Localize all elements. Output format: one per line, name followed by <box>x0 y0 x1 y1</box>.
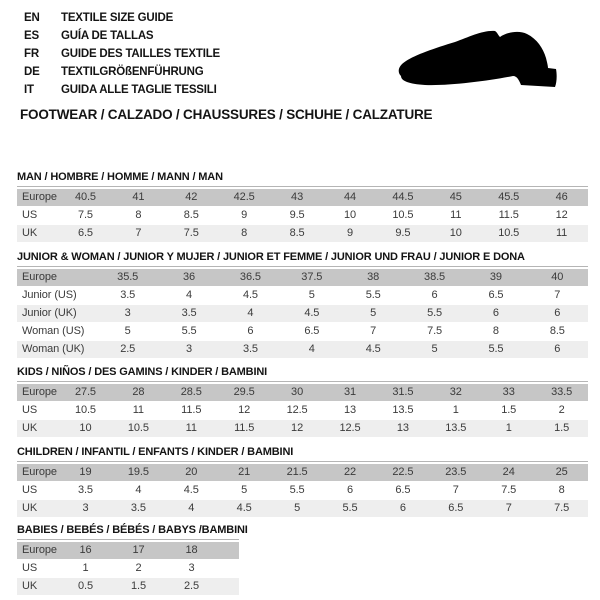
language-row <box>24 63 220 81</box>
size-cell: 1.5 <box>501 404 517 416</box>
size-cell: 9 <box>346 227 353 239</box>
size-cell: 5.5 <box>289 484 305 496</box>
size-cell: 3.5 <box>242 343 258 355</box>
size-cell: 16 <box>79 544 92 556</box>
size-cell: 1 <box>505 422 512 434</box>
size-cell: 2.5 <box>120 343 136 355</box>
row-label: UK <box>22 227 38 239</box>
section-man <box>17 171 588 243</box>
size-cell: 10 <box>79 422 92 434</box>
size-cell: 8.5 <box>183 209 199 221</box>
table-row <box>17 207 588 224</box>
size-table-children <box>17 461 588 517</box>
category-title: FOOTWEAR / CALZADO / CHAUSSURES / SCHUHE / CALZATURE <box>20 107 433 122</box>
size-cell: 10 <box>343 209 356 221</box>
size-cell: 9 <box>241 209 248 221</box>
size-cell: 40.5 <box>74 191 96 203</box>
language-code: ES <box>24 30 39 42</box>
size-cell: 4.5 <box>236 502 252 514</box>
size-cell: 27.5 <box>74 386 96 398</box>
size-cell: 5.5 <box>427 307 443 319</box>
size-cell: 19.5 <box>127 466 149 478</box>
size-table-man <box>17 186 588 242</box>
section-babies <box>17 524 248 596</box>
language-code: IT <box>24 84 34 96</box>
table-row <box>17 384 588 401</box>
size-cell: 8 <box>135 209 142 221</box>
size-cell: 19 <box>79 466 92 478</box>
row-label: UK <box>22 502 38 514</box>
size-cell: 46 <box>555 191 568 203</box>
row-label: Junior (UK) <box>22 307 77 319</box>
row-label: Europe <box>22 466 57 478</box>
size-cell: 5 <box>294 502 301 514</box>
size-cell: 8 <box>241 227 248 239</box>
filler-cell <box>218 578 239 595</box>
size-cell: 2.5 <box>184 580 199 592</box>
size-cell: 30 <box>291 386 304 398</box>
table-row <box>17 542 239 559</box>
size-cell: 6 <box>346 484 353 496</box>
size-cell: 43 <box>291 191 304 203</box>
size-cell: 6 <box>399 502 406 514</box>
size-cell: 6 <box>554 343 561 355</box>
size-cell: 12.5 <box>286 404 308 416</box>
size-cell: 36.5 <box>239 271 261 283</box>
row-label: Europe <box>22 271 57 283</box>
size-cell: 4.5 <box>242 289 258 301</box>
row-label: Woman (UK) <box>22 343 85 355</box>
size-cell: 8 <box>492 325 499 337</box>
size-cell: 13.5 <box>392 404 414 416</box>
section-children <box>17 446 588 518</box>
size-cell: 3.5 <box>181 307 197 319</box>
section-title: JUNIOR & WOMAN / JUNIOR Y MUJER / JUNIOR ET FEMME / JUNIOR UND FRAU / JUNIOR E DONA <box>17 251 525 263</box>
table-row <box>17 287 588 304</box>
size-cell: 2 <box>558 404 565 416</box>
size-cell: 5.5 <box>488 343 504 355</box>
row-label: UK <box>22 422 38 434</box>
size-table-kids <box>17 381 588 437</box>
size-cell: 28.5 <box>180 386 202 398</box>
table-row <box>17 560 239 577</box>
size-cell: 3 <box>82 502 89 514</box>
table-row <box>17 482 588 499</box>
size-cell: 1 <box>452 404 459 416</box>
size-cell: 6.5 <box>304 325 320 337</box>
size-cell: 7.5 <box>501 484 517 496</box>
size-cell: 4.5 <box>183 484 199 496</box>
language-row <box>24 45 220 63</box>
filler-cell <box>218 560 239 577</box>
size-cell: 7 <box>554 289 561 301</box>
row-label: UK <box>22 580 38 592</box>
size-cell: 4.5 <box>365 343 381 355</box>
size-cell: 12 <box>238 404 251 416</box>
size-cell: 6.5 <box>77 227 93 239</box>
table-row <box>17 402 588 419</box>
size-cell: 6.5 <box>448 502 464 514</box>
size-cell: 3.5 <box>77 484 93 496</box>
size-cell: 39 <box>489 271 502 283</box>
row-label: US <box>22 562 38 574</box>
language-row <box>24 9 220 27</box>
size-cell: 22.5 <box>392 466 414 478</box>
size-cell: 10.5 <box>127 422 149 434</box>
size-cell: 12.5 <box>339 422 361 434</box>
size-cell: 8 <box>558 484 565 496</box>
language-label: GUIDA ALLE TAGLIE TESSILI <box>61 84 217 96</box>
size-cell: 6 <box>247 325 254 337</box>
size-cell: 11.5 <box>234 422 255 434</box>
language-label: TEXTILE SIZE GUIDE <box>61 12 174 24</box>
section-title: BABIES / BEBÉS / BÉBÉS / BABYS /BAMBINI <box>17 524 248 536</box>
size-cell: 11.5 <box>181 404 202 416</box>
size-cell: 10.5 <box>498 227 520 239</box>
size-cell: 1.5 <box>554 422 570 434</box>
size-cell: 4 <box>135 484 142 496</box>
size-cell: 5 <box>241 484 248 496</box>
size-cell: 23.5 <box>445 466 467 478</box>
size-cell: 21.5 <box>286 466 308 478</box>
size-cell: 11 <box>450 209 462 221</box>
size-cell: 36 <box>183 271 196 283</box>
size-cell: 10 <box>449 227 462 239</box>
size-cell: 7.5 <box>427 325 443 337</box>
size-cell: 10.5 <box>74 404 96 416</box>
size-cell: 9.5 <box>395 227 411 239</box>
size-cell: 38.5 <box>424 271 446 283</box>
size-cell: 7.5 <box>554 502 570 514</box>
size-cell: 5 <box>431 343 438 355</box>
size-cell: 17 <box>132 544 145 556</box>
size-cell: 11 <box>132 404 144 416</box>
table-row <box>17 189 588 206</box>
table-row <box>17 269 588 286</box>
filler-cell <box>218 542 239 559</box>
table-row <box>17 305 588 322</box>
size-cell: 4 <box>247 307 254 319</box>
table-row <box>17 578 239 595</box>
row-label: US <box>22 484 38 496</box>
section-kids <box>17 366 588 438</box>
section-title: CHILDREN / INFANTIL / ENFANTS / KINDER / BAMBINI <box>17 446 294 458</box>
size-cell: 35.5 <box>117 271 139 283</box>
language-list <box>24 9 220 99</box>
size-cell: 3.5 <box>120 289 136 301</box>
table-row <box>17 341 588 358</box>
size-cell: 1 <box>82 562 89 574</box>
size-cell: 41 <box>132 191 145 203</box>
size-cell: 13 <box>396 422 409 434</box>
size-cell: 6.5 <box>488 289 504 301</box>
size-cell: 4 <box>186 289 193 301</box>
size-cell: 31 <box>343 386 356 398</box>
size-cell: 8.5 <box>549 325 565 337</box>
language-row <box>24 27 220 45</box>
size-cell: 3 <box>124 307 131 319</box>
row-label: US <box>22 404 38 416</box>
size-cell: 24 <box>502 466 515 478</box>
row-label: US <box>22 209 38 221</box>
size-cell: 25 <box>555 466 568 478</box>
size-cell: 5 <box>370 307 377 319</box>
size-cell: 7 <box>370 325 377 337</box>
size-cell: 28 <box>132 386 145 398</box>
size-cell: 4 <box>188 502 195 514</box>
size-cell: 5 <box>308 289 315 301</box>
size-cell: 42 <box>185 191 198 203</box>
row-label: Europe <box>22 191 57 203</box>
size-cell: 32 <box>449 386 462 398</box>
table-row <box>17 225 588 242</box>
size-cell: 7 <box>452 484 459 496</box>
size-cell: 6 <box>492 307 499 319</box>
size-cell: 3.5 <box>130 502 146 514</box>
section-title: KIDS / NIÑOS / DES GAMINS / KINDER / BAMBINI <box>17 366 268 378</box>
size-cell: 22 <box>343 466 356 478</box>
size-cell: 0.5 <box>78 580 93 592</box>
size-cell: 18 <box>185 544 198 556</box>
size-cell: 29.5 <box>233 386 255 398</box>
size-cell: 37.5 <box>301 271 323 283</box>
size-cell: 33.5 <box>551 386 573 398</box>
size-cell: 12 <box>555 209 568 221</box>
size-cell: 6 <box>431 289 438 301</box>
size-cell: 4 <box>308 343 315 355</box>
size-cell: 5 <box>124 325 131 337</box>
size-cell: 33 <box>502 386 515 398</box>
size-cell: 1.5 <box>131 580 146 592</box>
size-cell: 11.5 <box>498 209 519 221</box>
size-cell: 31.5 <box>392 386 414 398</box>
table-row <box>17 500 588 517</box>
size-cell: 8.5 <box>289 227 305 239</box>
size-cell: 9.5 <box>289 209 305 221</box>
size-cell: 5.5 <box>342 502 358 514</box>
table-row <box>17 323 588 340</box>
row-label: Woman (US) <box>22 325 85 337</box>
size-table-babies <box>17 539 239 595</box>
size-cell: 44.5 <box>392 191 414 203</box>
size-cell: 3 <box>186 343 193 355</box>
size-cell: 42.5 <box>233 191 255 203</box>
table-row <box>17 464 588 481</box>
size-cell: 7.5 <box>183 227 199 239</box>
size-cell: 45.5 <box>498 191 520 203</box>
size-cell: 7 <box>505 502 512 514</box>
size-cell: 21 <box>238 466 251 478</box>
size-cell: 5.5 <box>365 289 381 301</box>
section-junior-woman <box>17 251 588 359</box>
language-row <box>24 81 220 99</box>
language-label: GUIDE DES TAILLES TEXTILE <box>61 48 220 60</box>
size-cell: 12 <box>291 422 304 434</box>
language-code: DE <box>24 66 40 78</box>
size-cell: 6 <box>554 307 561 319</box>
size-cell: 6.5 <box>395 484 411 496</box>
size-cell: 13 <box>343 404 356 416</box>
size-cell: 45 <box>449 191 462 203</box>
size-cell: 5.5 <box>181 325 197 337</box>
language-label: GUÍA DE TALLAS <box>61 30 154 42</box>
dress-shoe-icon <box>393 24 577 102</box>
language-label: TEXTILGRÖßENFÜHRUNG <box>61 66 204 78</box>
size-cell: 7.5 <box>77 209 93 221</box>
language-code: EN <box>24 12 40 24</box>
row-label: Europe <box>22 386 57 398</box>
size-cell: 44 <box>343 191 356 203</box>
size-cell: 3 <box>188 562 195 574</box>
row-label: Europe <box>22 544 57 556</box>
size-table-junior-woman <box>17 266 588 358</box>
section-title: MAN / HOMBRE / HOMME / MANN / MAN <box>17 171 223 183</box>
size-cell: 4.5 <box>304 307 320 319</box>
table-row <box>17 420 588 437</box>
size-cell: 13.5 <box>445 422 467 434</box>
size-cell: 11 <box>555 227 568 239</box>
size-cell: 20 <box>185 466 198 478</box>
size-cell: 2 <box>135 562 142 574</box>
size-cell: 7 <box>135 227 142 239</box>
language-code: FR <box>24 48 39 60</box>
row-label: Junior (US) <box>22 289 77 301</box>
size-cell: 11 <box>185 422 197 434</box>
size-cell: 38 <box>367 271 380 283</box>
size-cell: 40 <box>551 271 564 283</box>
size-cell: 10.5 <box>392 209 414 221</box>
